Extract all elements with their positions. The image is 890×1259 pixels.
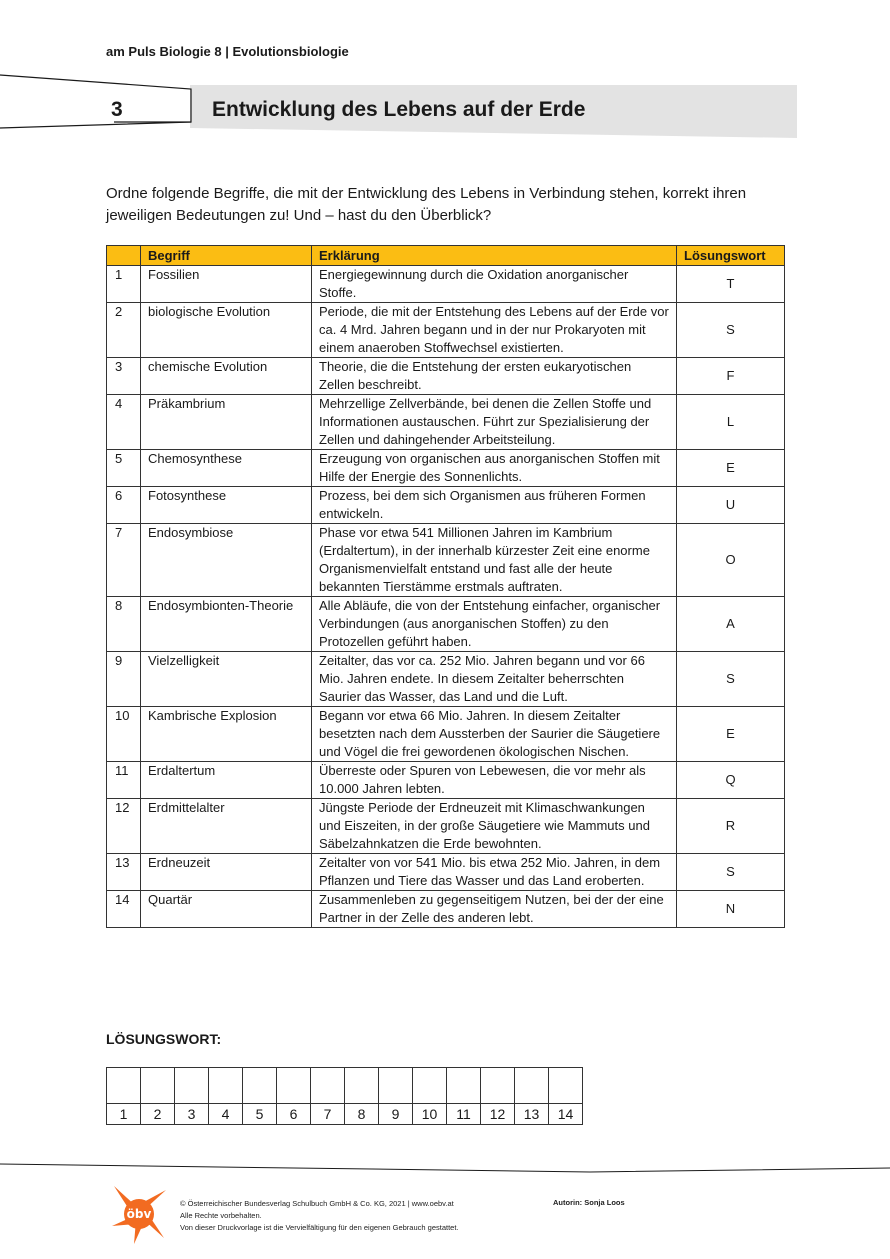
col-number-header [107, 246, 141, 266]
row-letter: T [677, 266, 785, 303]
row-number: 3 [107, 358, 141, 395]
table-row [107, 707, 785, 762]
row-term: Erdneuzeit [141, 854, 312, 891]
solution-position-number: 4 [209, 1104, 243, 1125]
solution-position-number: 2 [141, 1104, 175, 1125]
rights-line: Alle Rechte vorbehalten. [180, 1211, 262, 1220]
table-row [107, 597, 785, 652]
row-explanation: Alle Abläufe, die von der Entstehung einfacher, organischer Verbindungen (aus anorganischen Stoffen) zu den Protozellen geführt haben. [312, 597, 677, 652]
row-term: Quartär [141, 891, 312, 928]
footer-divider [0, 1160, 890, 1174]
row-letter: E [677, 707, 785, 762]
row-explanation: Zeitalter von vor 541 Mio. bis etwa 252 Mio. Jahren, in dem Pflanzen und Tiere das Wasser und das Land eroberten. [312, 854, 677, 891]
solution-letter-box[interactable] [481, 1068, 515, 1104]
row-number: 8 [107, 597, 141, 652]
solution-grid [106, 1067, 583, 1125]
col-letter-header: Lösungswort [677, 246, 785, 266]
table-header-row [107, 246, 785, 266]
copyright-line: © Österreichischer Bundesverlag Schulbuch GmbH & Co. KG, 2021 | www.oebv.at [180, 1199, 454, 1208]
row-number: 2 [107, 303, 141, 358]
row-explanation: Mehrzellige Zellverbände, bei denen die Zellen Stoffe und Informationen austauschen. Führt zur Spezialisierung der Zellen und dahingehender Arbeitsteilung. [312, 395, 677, 450]
row-explanation: Erzeugung von organischen aus anorganischen Stoffen mit Hilfe der Energie des Sonnenlichts. [312, 450, 677, 487]
row-explanation: Theorie, die die Entstehung der ersten eukaryotischen Zellen beschreibt. [312, 358, 677, 395]
terms-table [106, 245, 785, 928]
solution-position-number: 9 [379, 1104, 413, 1125]
row-explanation: Phase vor etwa 541 Millionen Jahren im Kambrium (Erdaltertum), in der innerhalb kürzester Zeit eine enorme Organismenvielfalt entstand und fast alle der heute bekannten Tierstämme erstmals auftraten. [312, 524, 677, 597]
table-row [107, 303, 785, 358]
solution-letter-box[interactable] [345, 1068, 379, 1104]
solution-position-number: 10 [413, 1104, 447, 1125]
solution-position-number: 12 [481, 1104, 515, 1125]
table-row [107, 854, 785, 891]
table-row [107, 762, 785, 799]
row-term: Präkambrium [141, 395, 312, 450]
solution-letter-box[interactable] [277, 1068, 311, 1104]
solution-letter-box[interactable] [175, 1068, 209, 1104]
row-term: chemische Evolution [141, 358, 312, 395]
table-row [107, 450, 785, 487]
solution-position-number: 5 [243, 1104, 277, 1125]
row-number: 6 [107, 487, 141, 524]
row-letter: A [677, 597, 785, 652]
row-explanation: Überreste oder Spuren von Lebewesen, die vor mehr als 10.000 Jahren lebten. [312, 762, 677, 799]
solution-letter-box[interactable] [549, 1068, 583, 1104]
solution-letter-box[interactable] [209, 1068, 243, 1104]
task-instructions: Ordne folgende Begriffe, die mit der Entwicklung des Lebens in Verbindung stehen, korrekt ihren jeweiligen Bedeutungen zu! Und – hast du den Überblick? [106, 185, 747, 224]
solution-letter-box[interactable] [413, 1068, 447, 1104]
row-term: Chemosynthese [141, 450, 312, 487]
row-letter: S [677, 652, 785, 707]
row-term: Erdmittelalter [141, 799, 312, 854]
table-row [107, 487, 785, 524]
solution-letter-box[interactable] [311, 1068, 345, 1104]
row-term: Kambrische Explosion [141, 707, 312, 762]
solution-letter-box[interactable] [107, 1068, 141, 1104]
reproduction-line: Von dieser Druckvorlage ist die Vervielfältigung für den eigenen Gebrauch gestattet. [180, 1223, 459, 1232]
row-letter: S [677, 303, 785, 358]
row-letter: U [677, 487, 785, 524]
row-explanation: Begann vor etwa 66 Mio. Jahren. In diesem Zeitalter besetzten nach dem Aussterben der Saurier die Säugetiere und Vögel die frei gewordenen ökologischen Nischen. [312, 707, 677, 762]
footer-copyright [180, 1198, 459, 1234]
row-explanation: Jüngste Periode der Erdneuzeit mit Klimaschwankungen und Eiszeiten, in der große Säugetiere wie Mammuts und Säbelzahnkatzen die Erde bewohnten. [312, 799, 677, 854]
chapter-title: Entwicklung des Lebens auf der Erde [212, 98, 586, 121]
solution-letter-box[interactable] [447, 1068, 481, 1104]
table-row [107, 395, 785, 450]
running-header: am Puls Biologie 8 | Evolutionsbiologie [106, 44, 349, 59]
solution-letter-box[interactable] [243, 1068, 277, 1104]
table-row [107, 652, 785, 707]
row-letter: L [677, 395, 785, 450]
solution-letter-box[interactable] [379, 1068, 413, 1104]
oebv-logo [108, 1182, 170, 1244]
solution-position-number: 3 [175, 1104, 209, 1125]
row-letter: S [677, 854, 785, 891]
solution-position-number: 7 [311, 1104, 345, 1125]
chapter-number: 3 [111, 98, 123, 121]
row-term: Erdaltertum [141, 762, 312, 799]
col-term-header: Begriff [141, 246, 312, 266]
row-term: Fotosynthese [141, 487, 312, 524]
row-term: Vielzelligkeit [141, 652, 312, 707]
row-number: 14 [107, 891, 141, 928]
row-term: biologische Evolution [141, 303, 312, 358]
solution-letter-box[interactable] [141, 1068, 175, 1104]
row-number: 1 [107, 266, 141, 303]
row-number: 10 [107, 707, 141, 762]
row-number: 13 [107, 854, 141, 891]
row-explanation: Zeitalter, das vor ca. 252 Mio. Jahren begann und vor 66 Mio. Jahren endete. In diesem Zeitalter beherrschten Saurier das Wasser, das Land und die Luft. [312, 652, 677, 707]
row-letter: E [677, 450, 785, 487]
footer-author: Autorin: Sonja Loos [553, 1198, 625, 1207]
row-term: Fossilien [141, 266, 312, 303]
row-explanation: Periode, die mit der Entstehung des Lebens auf der Erde vor ca. 4 Mrd. Jahren begann und in der nur Prokaryoten mit einem anaeroben Stoffwechsel existierten. [312, 303, 677, 358]
solution-position-number: 6 [277, 1104, 311, 1125]
row-term: Endosymbionten-Theorie [141, 597, 312, 652]
solution-heading: LÖSUNGSWORT: [106, 1031, 222, 1047]
row-letter: O [677, 524, 785, 597]
row-number: 12 [107, 799, 141, 854]
table-row [107, 266, 785, 303]
solution-position-number: 14 [549, 1104, 583, 1125]
solution-letter-box[interactable] [515, 1068, 549, 1104]
row-number: 11 [107, 762, 141, 799]
row-term: Endosymbiose [141, 524, 312, 597]
table-row [107, 891, 785, 928]
table-row [107, 524, 785, 597]
row-number: 5 [107, 450, 141, 487]
row-explanation: Energiegewinnung durch die Oxidation anorganischer Stoffe. [312, 266, 677, 303]
table-row [107, 358, 785, 395]
solution-position-number: 8 [345, 1104, 379, 1125]
row-letter: N [677, 891, 785, 928]
table-row [107, 799, 785, 854]
row-letter: F [677, 358, 785, 395]
col-explanation-header: Erklärung [312, 246, 677, 266]
row-explanation: Prozess, bei dem sich Organismen aus früheren Formen entwickeln. [312, 487, 677, 524]
row-letter: R [677, 799, 785, 854]
solution-position-number: 11 [447, 1104, 481, 1125]
row-number: 9 [107, 652, 141, 707]
row-number: 7 [107, 524, 141, 597]
row-explanation: Zusammenleben zu gegenseitigem Nutzen, bei der der eine Partner in der Zelle des anderen lebt. [312, 891, 677, 928]
solution-position-number: 1 [107, 1104, 141, 1125]
row-letter: Q [677, 762, 785, 799]
logo-text: öbv [126, 1207, 152, 1221]
solution-position-number: 13 [515, 1104, 549, 1125]
row-number: 4 [107, 395, 141, 450]
